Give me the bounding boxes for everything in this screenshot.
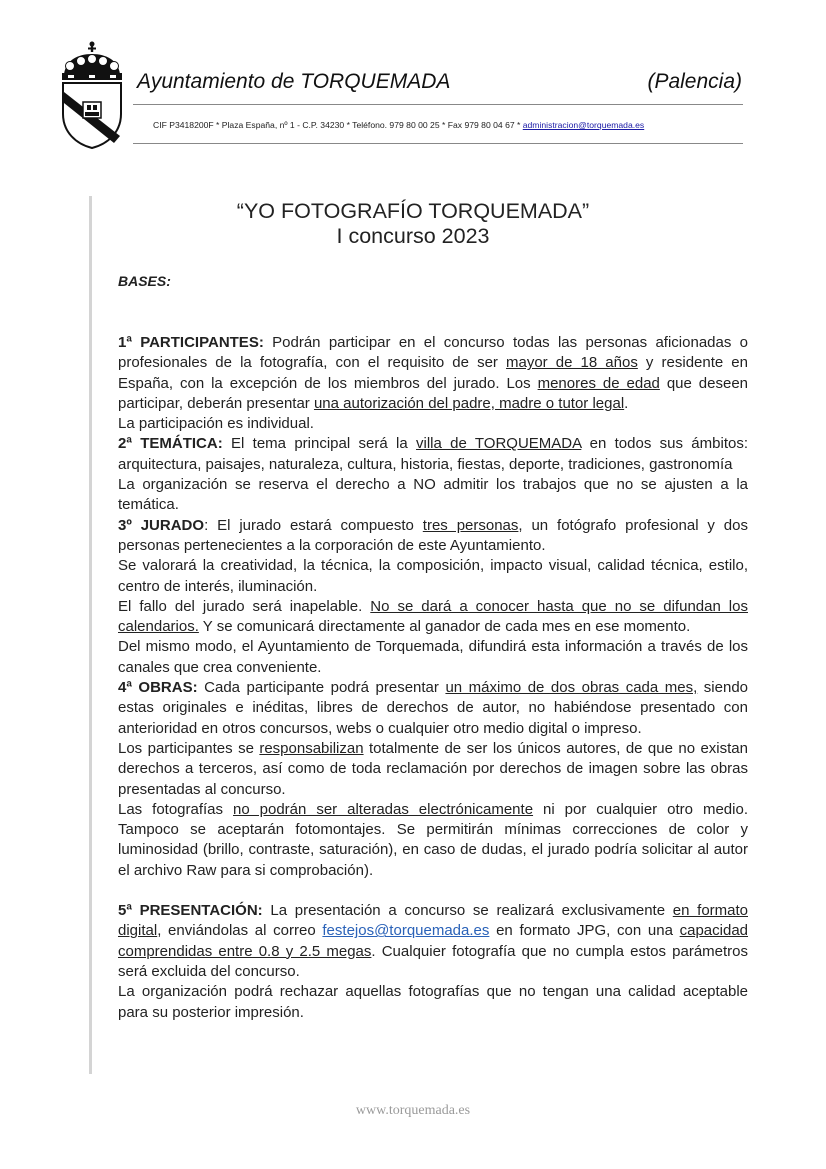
bases-heading: BASES:: [118, 273, 171, 289]
header-contact-info: [153, 120, 644, 130]
paragraph: El fallo del jurado será inapelable. No se dará a conocer hasta que no se difundan los calendarios. Y se comunicará directamente al ganador de cada mes en ese momento.: [118, 597, 748, 636]
title-line-2: I concurso 2023: [336, 224, 490, 248]
document-body: [118, 333, 748, 1023]
footer-url: www.torquemada.es: [355, 1103, 471, 1118]
coat-of-arms-icon: [56, 40, 128, 152]
paragraph: La organización se reserva el derecho a NO admitir los trabajos que no se ajusten a la temática.: [118, 476, 748, 514]
paragraph: Se valorará la creatividad, la técnica, la composición, impacto visual, calidad técnica, estilo, centro de interés, iluminación.: [118, 557, 748, 595]
header-title: Ayuntamiento de TORQUEMADA: [137, 70, 451, 93]
paragraph: La organización podrá rechazar aquellas fotografías que no tengan una calidad aceptable para su posterior impresión.: [118, 983, 748, 1021]
header-province: (Palencia): [647, 70, 742, 93]
spacer: [118, 881, 748, 901]
header-divider: [133, 104, 743, 105]
paragraph: Las fotografías no podrán ser alteradas electrónicamente ni por cualquier otro medio. Tampoco se aceptarán fotomontajes. Se permitirán mínimas correcciones de color y luminosidad (brillo, contraste, saturación), en caso de dudas, el jurado podría solicitar al autor el archivo Raw para si comprobación).: [118, 800, 748, 879]
margin-bar: [89, 196, 92, 1074]
document-title: [0, 199, 826, 249]
section-presentacion: 5ª PRESENTACIÓN: La presentación a concurso se realizará exclusivamente en formato digital, enviándolas al correo festejos@torquemada.es en formato JPG, con una capacidad comprendidas entre 0.8 y 2.5 megas. Cualquier fotografía que no cumpla estos parámetros será excluida del concurso.: [118, 902, 749, 980]
header-email-link[interactable]: administracion@torquemada.es: [522, 120, 645, 130]
email-link[interactable]: festejos@torquemada.es: [322, 922, 490, 940]
section-jurado: 3º JURADO: El jurado estará compuesto tres personas, un fotógrafo profesional y dos personas pertenecientes a la corporación de este Ayuntamiento.: [118, 516, 748, 554]
section-label: 1ª PARTICIPANTES:: [118, 334, 264, 351]
section-label: 4ª OBRAS:: [118, 679, 198, 697]
title-line-1: “YO FOTOGRAFÍO TORQUEMADA”: [236, 199, 590, 223]
section-tematica: 2ª TEMÁTICA: El tema principal será la villa de TORQUEMADA en todos sus ámbitos: arquitectura, paisajes, naturaleza, cultura, historia, fiestas, deporte, tradiciones, gastronomía: [118, 435, 748, 473]
section-label: 5ª PRESENTACIÓN:: [118, 902, 263, 920]
section-label: 3º JURADO: [118, 516, 205, 534]
paragraph: Los participantes se responsabilizan totalmente de ser los únicos autores, de que no existan derechos a terceros, así como de toda reclamación por derechos de imagen sobre las obras presentadas al concurso.: [118, 739, 748, 798]
header-divider-bottom: [133, 143, 743, 144]
section-obras: 4ª OBRAS: Cada participante podrá presentar un máximo de dos obras cada mes, siendo estas originales e inéditas, libres de derechos de autor, no habiéndose presentado con anterioridad en otros concursos, webs o cualquier otro medio digital o impreso.: [118, 679, 749, 737]
paragraph: La participación es individual.: [118, 415, 314, 433]
paragraph: Del mismo modo, el Ayuntamiento de Torquemada, difundirá esta información a través de los canales que crea conveniente.: [118, 638, 748, 676]
header-info-text: CIF P3418200F * Plaza España, nº 1 - C.P. 34230 * Teléfono. 979 80 00 25 * Fax 979 80 04 67 *: [153, 120, 523, 130]
section-label: 2ª TEMÁTICA:: [118, 435, 223, 453]
section-participantes: 1ª PARTICIPANTES: Podrán participar en el concurso todas las personas aficionadas o profesionales de la fotografía, con el requisito de ser mayor de 18 años y residente en España, con la excepción de los miembros del jurado. Los menores de edad que deseen participar, deberán presentar una autorización del padre, madre o tutor legal.: [118, 334, 749, 412]
